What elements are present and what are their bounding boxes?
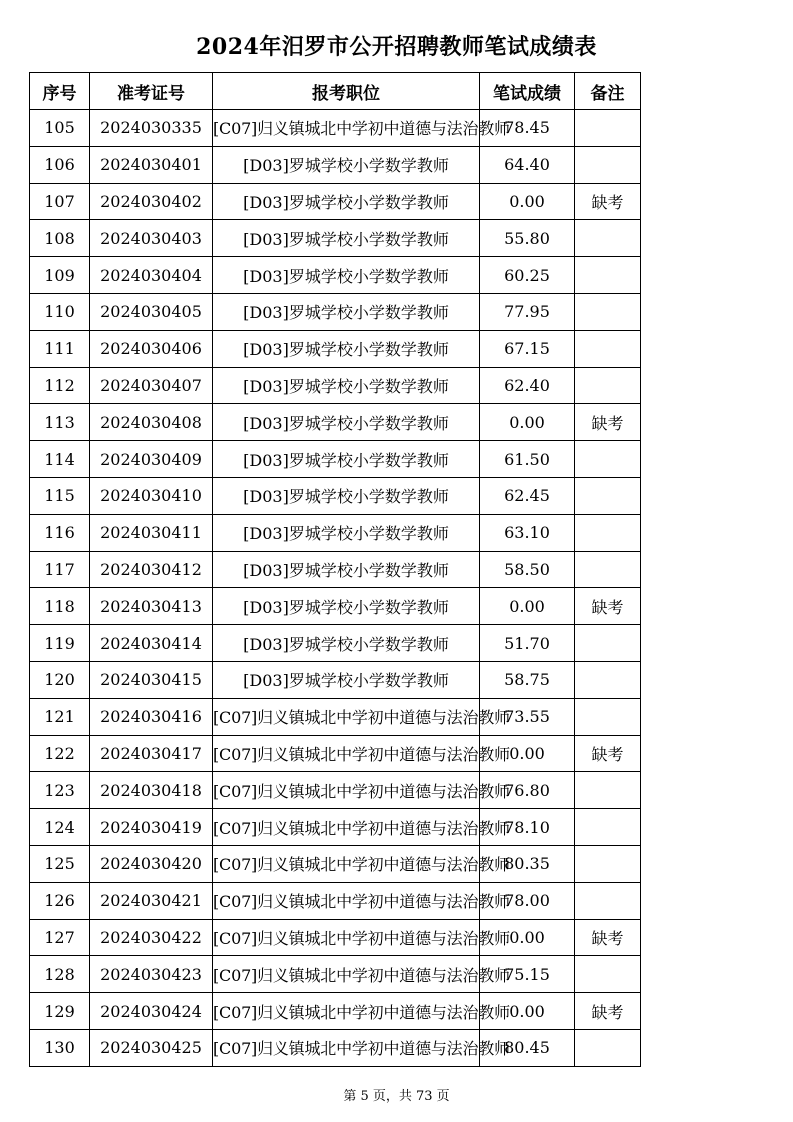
serial-no-cell: 105 <box>30 110 90 147</box>
serial-no-cell: 130 <box>30 1029 90 1066</box>
table-row <box>30 110 641 147</box>
position-cell: [D03]罗城学校小学数学教师 <box>213 551 480 588</box>
note-cell <box>575 330 641 367</box>
note-cell <box>575 220 641 257</box>
position-cell: [D03]罗城学校小学数学教师 <box>213 293 480 330</box>
serial-no-cell: 123 <box>30 772 90 809</box>
exam-id-cell: 2024030403 <box>90 220 213 257</box>
table-row <box>30 183 641 220</box>
note-cell <box>575 845 641 882</box>
exam-id-cell: 2024030335 <box>90 110 213 147</box>
score-cell: 61.50 <box>480 441 575 478</box>
position-cell: [D03]罗城学校小学数学教师 <box>213 367 480 404</box>
table-row <box>30 882 641 919</box>
serial-no-cell: 126 <box>30 882 90 919</box>
score-cell: 0.00 <box>480 993 575 1030</box>
serial-no-cell: 125 <box>30 845 90 882</box>
exam-id-cell: 2024030422 <box>90 919 213 956</box>
position-cell: [C07]归义镇城北中学初中道德与法治教师 <box>213 110 480 147</box>
note-cell <box>575 514 641 551</box>
score-cell: 0.00 <box>480 183 575 220</box>
position-cell: [C07]归义镇城北中学初中道德与法治教师 <box>213 698 480 735</box>
score-cell: 63.10 <box>480 514 575 551</box>
serial-no-cell: 107 <box>30 183 90 220</box>
exam-id-cell: 2024030409 <box>90 441 213 478</box>
position-cell: [C07]归义镇城北中学初中道德与法治教师 <box>213 919 480 956</box>
note-cell: 缺考 <box>575 993 641 1030</box>
position-cell: [D03]罗城学校小学数学教师 <box>213 404 480 441</box>
header-serial-no: 序号 <box>30 73 90 110</box>
header-note: 备注 <box>575 73 641 110</box>
exam-id-cell: 2024030414 <box>90 625 213 662</box>
serial-no-cell: 113 <box>30 404 90 441</box>
score-cell: 78.10 <box>480 809 575 846</box>
serial-no-cell: 117 <box>30 551 90 588</box>
score-cell: 0.00 <box>480 919 575 956</box>
score-cell: 58.50 <box>480 551 575 588</box>
score-cell: 78.45 <box>480 110 575 147</box>
exam-id-cell: 2024030415 <box>90 661 213 698</box>
page-title: 2024年汨罗市公开招聘教师笔试成绩表 <box>196 34 597 60</box>
note-cell <box>575 257 641 294</box>
note-cell <box>575 146 641 183</box>
exam-id-cell: 2024030411 <box>90 514 213 551</box>
position-cell: [D03]罗城学校小学数学教师 <box>213 514 480 551</box>
position-cell: [D03]罗城学校小学数学教师 <box>213 183 480 220</box>
note-cell <box>575 772 641 809</box>
scores-table <box>29 72 641 1067</box>
exam-id-cell: 2024030404 <box>90 257 213 294</box>
exam-id-cell: 2024030412 <box>90 551 213 588</box>
note-cell: 缺考 <box>575 588 641 625</box>
score-cell: 76.80 <box>480 772 575 809</box>
table-row <box>30 330 641 367</box>
position-cell: [D03]罗城学校小学数学教师 <box>213 625 480 662</box>
serial-no-cell: 111 <box>30 330 90 367</box>
note-cell <box>575 698 641 735</box>
exam-id-cell: 2024030406 <box>90 330 213 367</box>
table-row <box>30 257 641 294</box>
serial-no-cell: 114 <box>30 441 90 478</box>
table-row <box>30 441 641 478</box>
exam-id-cell: 2024030424 <box>90 993 213 1030</box>
exam-id-cell: 2024030407 <box>90 367 213 404</box>
serial-no-cell: 121 <box>30 698 90 735</box>
note-cell <box>575 882 641 919</box>
score-cell: 55.80 <box>480 220 575 257</box>
position-cell: [C07]归义镇城北中学初中道德与法治教师 <box>213 1029 480 1066</box>
exam-id-cell: 2024030418 <box>90 772 213 809</box>
serial-no-cell: 127 <box>30 919 90 956</box>
position-cell: [C07]归义镇城北中学初中道德与法治教师 <box>213 809 480 846</box>
score-cell: 58.75 <box>480 661 575 698</box>
header-exam-id: 准考证号 <box>90 73 213 110</box>
exam-id-cell: 2024030408 <box>90 404 213 441</box>
exam-id-cell: 2024030405 <box>90 293 213 330</box>
position-cell: [D03]罗城学校小学数学教师 <box>213 477 480 514</box>
serial-no-cell: 119 <box>30 625 90 662</box>
position-cell: [C07]归义镇城北中学初中道德与法治教师 <box>213 845 480 882</box>
position-cell: [C07]归义镇城北中学初中道德与法治教师 <box>213 956 480 993</box>
serial-no-cell: 109 <box>30 257 90 294</box>
note-cell: 缺考 <box>575 735 641 772</box>
note-cell <box>575 551 641 588</box>
score-cell: 0.00 <box>480 404 575 441</box>
exam-id-cell: 2024030419 <box>90 809 213 846</box>
note-cell <box>575 110 641 147</box>
position-cell: [D03]罗城学校小学数学教师 <box>213 257 480 294</box>
serial-no-cell: 122 <box>30 735 90 772</box>
score-cell: 60.25 <box>480 257 575 294</box>
serial-no-cell: 118 <box>30 588 90 625</box>
position-cell: [D03]罗城学校小学数学教师 <box>213 146 480 183</box>
position-cell: [D03]罗城学校小学数学教师 <box>213 330 480 367</box>
score-cell: 75.15 <box>480 956 575 993</box>
table-row <box>30 772 641 809</box>
note-cell <box>575 809 641 846</box>
serial-no-cell: 116 <box>30 514 90 551</box>
table-row <box>30 477 641 514</box>
note-cell: 缺考 <box>575 919 641 956</box>
position-cell: [D03]罗城学校小学数学教师 <box>213 220 480 257</box>
exam-id-cell: 2024030420 <box>90 845 213 882</box>
exam-id-cell: 2024030416 <box>90 698 213 735</box>
table-row <box>30 514 641 551</box>
table-row <box>30 661 641 698</box>
table-row <box>30 919 641 956</box>
score-cell: 51.70 <box>480 625 575 662</box>
table-row <box>30 146 641 183</box>
score-cell: 0.00 <box>480 735 575 772</box>
serial-no-cell: 110 <box>30 293 90 330</box>
serial-no-cell: 108 <box>30 220 90 257</box>
note-cell <box>575 367 641 404</box>
table-row <box>30 625 641 662</box>
serial-no-cell: 124 <box>30 809 90 846</box>
position-cell: [C07]归义镇城北中学初中道德与法治教师 <box>213 882 480 919</box>
position-cell: [C07]归义镇城北中学初中道德与法治教师 <box>213 993 480 1030</box>
exam-id-cell: 2024030417 <box>90 735 213 772</box>
table-row <box>30 551 641 588</box>
note-cell <box>575 625 641 662</box>
table-row <box>30 845 641 882</box>
exam-id-cell: 2024030402 <box>90 183 213 220</box>
table-row <box>30 993 641 1030</box>
position-cell: [D03]罗城学校小学数学教师 <box>213 588 480 625</box>
table-header-row <box>30 73 641 110</box>
table-row <box>30 367 641 404</box>
note-cell: 缺考 <box>575 404 641 441</box>
exam-id-cell: 2024030425 <box>90 1029 213 1066</box>
table-row <box>30 809 641 846</box>
header-score: 笔试成绩 <box>480 73 575 110</box>
serial-no-cell: 115 <box>30 477 90 514</box>
header-position: 报考职位 <box>213 73 480 110</box>
table-row <box>30 735 641 772</box>
table-row <box>30 293 641 330</box>
exam-id-cell: 2024030401 <box>90 146 213 183</box>
score-cell: 62.45 <box>480 477 575 514</box>
position-cell: [D03]罗城学校小学数学教师 <box>213 441 480 478</box>
score-cell: 77.95 <box>480 293 575 330</box>
exam-id-cell: 2024030421 <box>90 882 213 919</box>
score-cell: 80.35 <box>480 845 575 882</box>
serial-no-cell: 112 <box>30 367 90 404</box>
position-cell: [D03]罗城学校小学数学教师 <box>213 661 480 698</box>
page-footer: 第 5 页，共 73 页 <box>343 1089 450 1104</box>
table-row <box>30 698 641 735</box>
note-cell <box>575 441 641 478</box>
serial-no-cell: 128 <box>30 956 90 993</box>
table-row <box>30 1029 641 1066</box>
exam-id-cell: 2024030423 <box>90 956 213 993</box>
table-row <box>30 956 641 993</box>
note-cell <box>575 293 641 330</box>
score-cell: 62.40 <box>480 367 575 404</box>
position-cell: [C07]归义镇城北中学初中道德与法治教师 <box>213 735 480 772</box>
note-cell <box>575 1029 641 1066</box>
score-cell: 73.55 <box>480 698 575 735</box>
score-cell: 64.40 <box>480 146 575 183</box>
table-row <box>30 588 641 625</box>
score-cell: 80.45 <box>480 1029 575 1066</box>
serial-no-cell: 106 <box>30 146 90 183</box>
serial-no-cell: 129 <box>30 993 90 1030</box>
table-row <box>30 220 641 257</box>
note-cell <box>575 956 641 993</box>
note-cell: 缺考 <box>575 183 641 220</box>
note-cell <box>575 661 641 698</box>
position-cell: [C07]归义镇城北中学初中道德与法治教师 <box>213 772 480 809</box>
note-cell <box>575 477 641 514</box>
score-cell: 67.15 <box>480 330 575 367</box>
score-cell: 78.00 <box>480 882 575 919</box>
serial-no-cell: 120 <box>30 661 90 698</box>
exam-id-cell: 2024030410 <box>90 477 213 514</box>
score-cell: 0.00 <box>480 588 575 625</box>
table-row <box>30 404 641 441</box>
exam-id-cell: 2024030413 <box>90 588 213 625</box>
